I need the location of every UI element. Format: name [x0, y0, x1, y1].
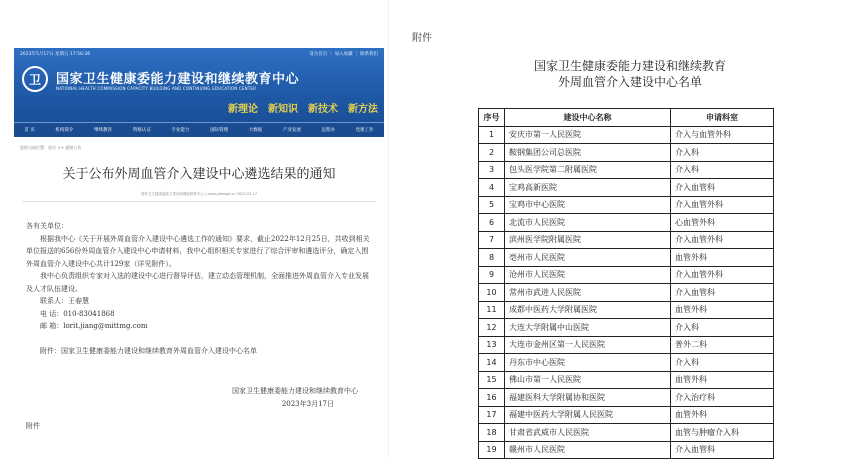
center-name: 滨州医学院附属医院: [505, 231, 671, 249]
nav-item[interactable]: 大数据: [248, 128, 263, 133]
list-title-line2: 外周血管介入建设中心名单: [557, 75, 702, 89]
center-name: 甘肃省武威市人民医院: [505, 424, 671, 442]
center-name: 大连大学附属中山医院: [505, 319, 671, 337]
row-number: 17: [479, 406, 505, 424]
center-name: 大连市金州区第一人民医院: [505, 336, 671, 354]
department: 介入血管外科: [671, 196, 774, 214]
center-name: 包头医学院第二附属医院: [505, 161, 671, 179]
panel-divider: [388, 0, 389, 457]
table-row: [479, 354, 774, 372]
main-nav: [14, 122, 384, 137]
center-name: 福建中医药大学附属人民医院: [505, 406, 671, 424]
greeting: 各有关单位：: [26, 222, 68, 230]
department: 血管外科: [671, 249, 774, 267]
department: 血管与肿瘤介入科: [671, 424, 774, 442]
org-name-english: NATIONAL HEALTH COMMISSION CAPACITY BUILDING AND CONTINUING EDUCATION CENTER: [56, 86, 257, 91]
news-article-screenshot: [14, 48, 384, 457]
center-list-table: [478, 108, 774, 459]
table-row: [479, 266, 774, 284]
table-row: [479, 301, 774, 319]
department: 介入血管科: [671, 441, 774, 459]
department: 介入科: [671, 144, 774, 162]
center-name: 沧州市人民医院: [505, 266, 671, 284]
article-source: 国家卫生健康委能力建设和继续教育中心 | www.ybwxgd.cn 2023-03-17: [140, 192, 258, 196]
center-name: 赣州市人民医院: [505, 441, 671, 459]
department: 介入科: [671, 161, 774, 179]
department: 介入血管外科: [671, 231, 774, 249]
table-row: [479, 214, 774, 232]
center-name: 常州市武进人民医院: [505, 284, 671, 302]
paragraph: 我中心负责组织专家对入选的建设中心进行督导评估，建立动态管理机制，全面推进外周血管介入专业发展及人才队伍建设。: [26, 272, 369, 293]
table-row: [479, 336, 774, 354]
page-title: 关于公布外周血管介入建设中心遴选结果的通知: [62, 167, 336, 182]
row-number: 18: [479, 424, 505, 442]
row-number: 5: [479, 196, 505, 214]
site-banner: [14, 48, 384, 122]
table-row: [479, 319, 774, 337]
table-row: [479, 126, 774, 144]
center-name: 福建医科大学附属协和医院: [505, 389, 671, 407]
breadcrumb: 您的当前位置：首页 >> 通知公告: [20, 145, 82, 150]
nav-item[interactable]: 国际管理: [210, 128, 229, 133]
paragraph: 根据我中心《关于开展外周血管介入建设中心遴选工作的通知》要求，截止2022年12月25日，共收到相关单位报送的656份外周血管介入建设中心申请材料，我中心组织相关专家进行了综合评审和遴选评分，确定入围外周血管介入建设中心共计129家（详见附件）。: [26, 234, 370, 268]
center-name: 丹东市中心医院: [505, 354, 671, 372]
department: 心血管外科: [671, 214, 774, 232]
article-body: [14, 202, 384, 433]
department: 普外二科: [671, 336, 774, 354]
nav-item[interactable]: 远程办: [321, 128, 336, 133]
topbar-date: 2023年5月17日 星期五 17:56:36: [20, 52, 91, 57]
slogan: 新知识: [268, 104, 298, 115]
row-number: 14: [479, 354, 505, 372]
list-title-line1: 国家卫生健康委能力建设和继续教育: [533, 59, 726, 73]
table-row: [479, 424, 774, 442]
department: 介入与血管外科: [671, 126, 774, 144]
org-logo-icon: 卫: [22, 66, 48, 92]
department: 介入治疗科: [671, 389, 774, 407]
table-row: [479, 196, 774, 214]
attachment-link[interactable]: 附件：国家卫生健康委能力建设和继续教育外周血管介入建设中心名单: [40, 346, 257, 355]
row-number: 10: [479, 284, 505, 302]
table-row: [479, 179, 774, 197]
slogan: 新技术: [308, 104, 338, 115]
table-row: [479, 249, 774, 267]
center-name: 北流市人民医院: [505, 214, 671, 232]
clipped-text: 附件: [26, 422, 40, 430]
top-links[interactable]: 设为首页 ｜ 加入收藏 ｜ 联系我们: [309, 52, 378, 57]
row-number: 16: [479, 389, 505, 407]
signature-org: 国家卫生健康委能力建设和继续教育中心: [232, 387, 358, 395]
nav-item[interactable]: 党建工作: [355, 128, 374, 133]
table-header-row: [479, 109, 774, 127]
row-number: 3: [479, 161, 505, 179]
department: 介入血管外科: [671, 266, 774, 284]
attachment-label: 附件: [412, 33, 432, 44]
table-row: [479, 371, 774, 389]
department: 介入科: [671, 354, 774, 372]
table-row: [479, 231, 774, 249]
nav-item[interactable]: 资格认证: [132, 128, 151, 133]
department: 介入血管科: [671, 179, 774, 197]
table-row: [479, 406, 774, 424]
header-center-name: 建设中心名称: [505, 109, 671, 127]
header-department: 申请科室: [671, 109, 774, 127]
center-name: 鞍钢集团公司总医院: [505, 144, 671, 162]
row-number: 1: [479, 126, 505, 144]
center-name: 宝鸡高新医院: [505, 179, 671, 197]
attachment-panel: [410, 0, 856, 457]
slogans: [228, 100, 378, 115]
table-row: [479, 144, 774, 162]
table-row: [479, 284, 774, 302]
center-name: 宝鸡市中心医院: [505, 196, 671, 214]
row-number: 19: [479, 441, 505, 459]
contact-person: 联系人：王春慧: [40, 297, 89, 305]
row-number: 12: [479, 319, 505, 337]
department: 血管外科: [671, 371, 774, 389]
center-name: 佛山市第一人民医院: [505, 371, 671, 389]
row-number: 13: [479, 336, 505, 354]
row-number: 6: [479, 214, 505, 232]
header-number: 序号: [479, 109, 505, 127]
department: 血管外科: [671, 301, 774, 319]
department: 介入科: [671, 319, 774, 337]
table-row: [479, 441, 774, 459]
contact-phone: 电 话：010-83041868: [40, 309, 115, 318]
nav-item[interactable]: 产业发展: [282, 128, 301, 133]
nav-item[interactable]: 专业能力: [171, 128, 190, 133]
row-number: 15: [479, 371, 505, 389]
center-name: 安庆市第一人民医院: [505, 126, 671, 144]
department: 血管外科: [671, 406, 774, 424]
slogan: 新方法: [348, 104, 378, 115]
row-number: 7: [479, 231, 505, 249]
row-number: 4: [479, 179, 505, 197]
row-number: 8: [479, 249, 505, 267]
slogan: 新理论: [228, 104, 258, 115]
org-name: 国家卫生健康委能力建设和继续教育中心: [56, 72, 300, 87]
center-name: 亳州市人民医院: [505, 249, 671, 267]
table-row: [479, 161, 774, 179]
row-number: 11: [479, 301, 505, 319]
row-number: 2: [479, 144, 505, 162]
signature-date: 2023年3月17日: [281, 399, 334, 408]
contact-email[interactable]: 邮 箱：lorit.jiang@mittmg.com: [40, 322, 148, 330]
department: 介入血管科: [671, 284, 774, 302]
center-name: 成都中医药大学附属医院: [505, 301, 671, 319]
nav-item[interactable]: 机构简介: [55, 128, 74, 133]
nav-item[interactable]: 首 页: [24, 128, 35, 133]
table-row: [479, 389, 774, 407]
nav-item[interactable]: 继续教育: [94, 128, 113, 133]
row-number: 9: [479, 266, 505, 284]
